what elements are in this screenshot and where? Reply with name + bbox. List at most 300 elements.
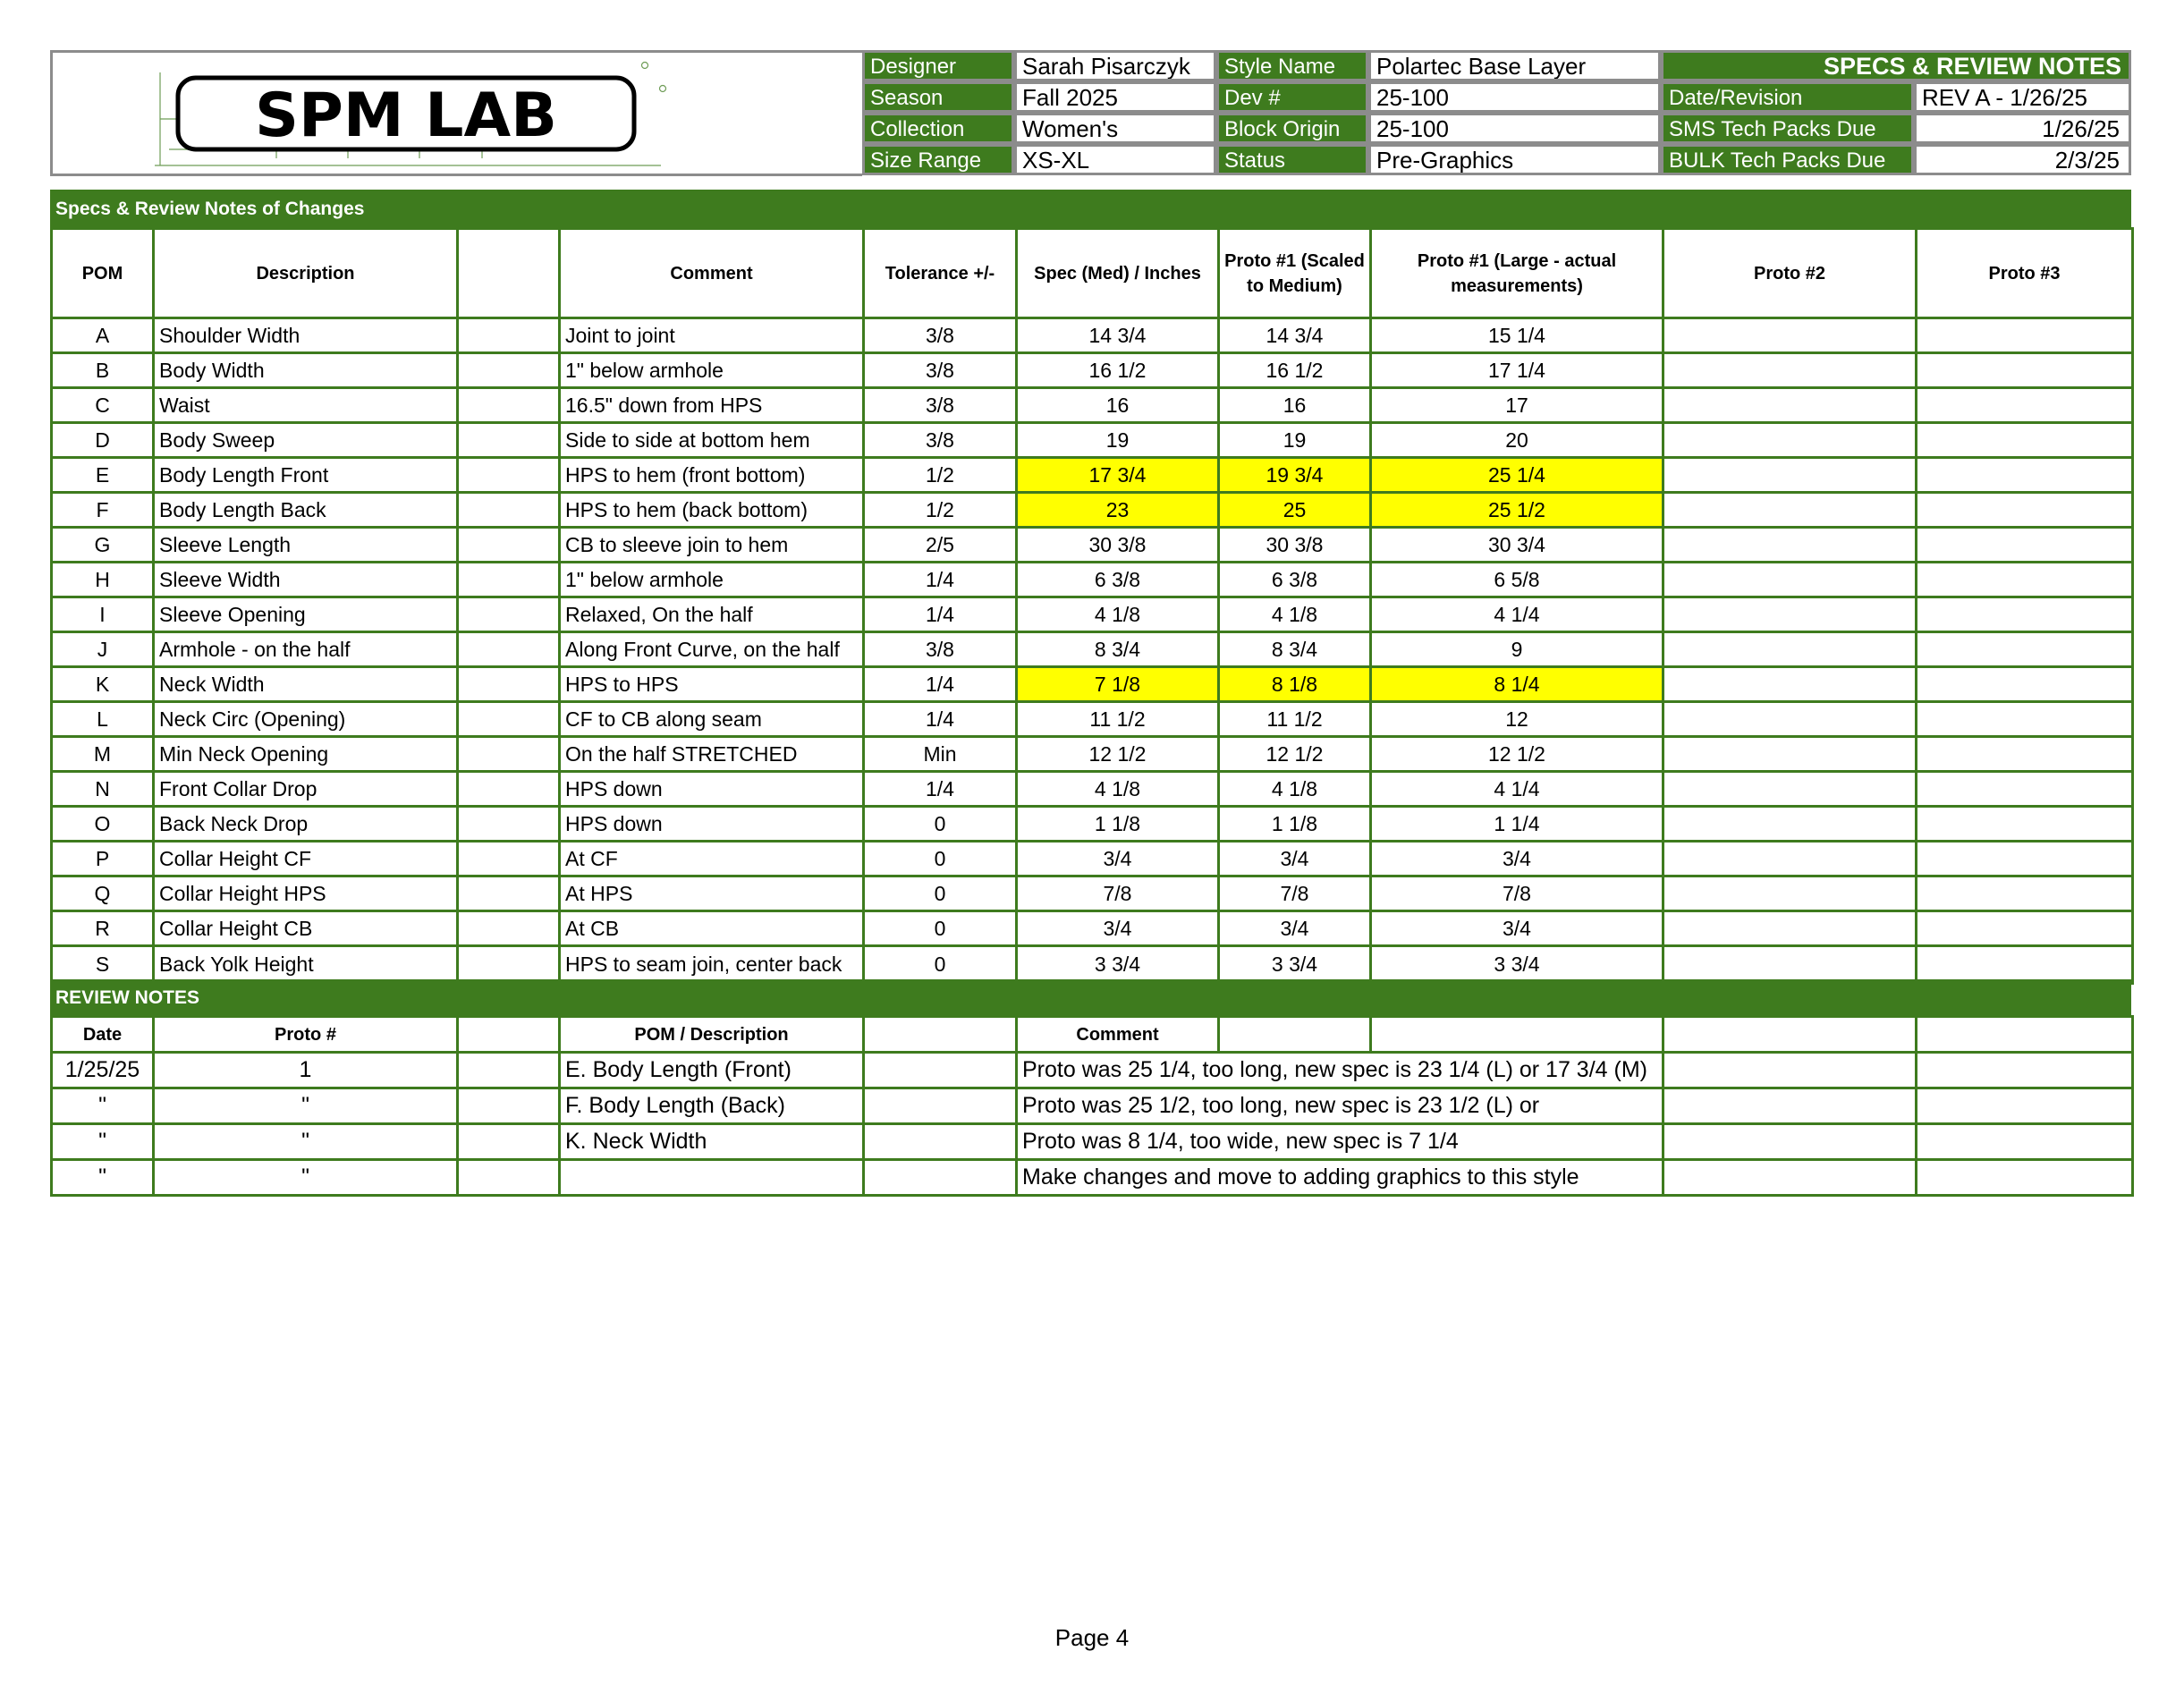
comment-cell: Relaxed, On the half — [560, 597, 864, 632]
spec-cell: 3/4 — [1017, 911, 1219, 946]
pom-cell: G — [52, 528, 154, 563]
proto3-cell — [1917, 946, 2133, 984]
col-pom: POM — [52, 229, 154, 318]
proto2-cell — [1663, 353, 1917, 388]
review-blank-cell — [1663, 1124, 1917, 1160]
proto1-scaled-cell: 3/4 — [1219, 842, 1371, 876]
spec-row — [52, 318, 2133, 353]
review-blank-cell — [864, 1160, 1017, 1196]
blank-cell — [458, 318, 560, 353]
review-date-cell: " — [52, 1088, 154, 1124]
spec-cell: 14 3/4 — [1017, 318, 1219, 353]
proto1-large-cell: 8 1/4 — [1371, 667, 1663, 702]
proto1-scaled-cell: 3 3/4 — [1219, 946, 1371, 984]
description-cell: Body Width — [154, 353, 458, 388]
proto3-cell — [1917, 528, 2133, 563]
proto1-scaled-cell: 1 1/8 — [1219, 807, 1371, 842]
comment-cell: HPS down — [560, 772, 864, 807]
spec-cell: 4 1/8 — [1017, 772, 1219, 807]
description-cell: Armhole - on the half — [154, 632, 458, 667]
col-proto3: Proto #3 — [1917, 229, 2133, 318]
review-col-blank5 — [1663, 1017, 1917, 1053]
review-comment-cell: Proto was 25 1/4, too long, new spec is 23 1/4 (L) or 17 3/4 (M) — [1017, 1053, 1663, 1088]
review-blank-cell — [458, 1124, 560, 1160]
col-proto1-scaled: Proto #1 (Scaled to Medium) — [1219, 229, 1371, 318]
season-label: Season — [862, 81, 1014, 113]
blank-cell — [458, 667, 560, 702]
collection-label: Collection — [862, 113, 1014, 144]
spec-table — [50, 227, 2134, 985]
proto3-cell — [1917, 737, 2133, 772]
review-pom-cell: E. Body Length (Front) — [560, 1053, 864, 1088]
proto3-cell — [1917, 807, 2133, 842]
spec-cell: 1 1/8 — [1017, 807, 1219, 842]
blank-cell — [458, 946, 560, 984]
blank-cell — [458, 458, 560, 493]
date-revision-value: REV A - 1/26/25 — [1914, 81, 2131, 113]
pom-cell: R — [52, 911, 154, 946]
header-info-grid — [862, 50, 2131, 176]
proto1-scaled-cell: 25 — [1219, 493, 1371, 528]
review-blank-cell — [1917, 1124, 2133, 1160]
description-cell: Sleeve Width — [154, 563, 458, 597]
description-cell: Collar Height CB — [154, 911, 458, 946]
proto3-cell — [1917, 876, 2133, 911]
spec-cell: 17 3/4 — [1017, 458, 1219, 493]
logo-box — [50, 50, 862, 176]
proto1-scaled-cell: 6 3/8 — [1219, 563, 1371, 597]
spm-lab-logo — [142, 60, 679, 174]
review-blank-cell — [458, 1160, 560, 1196]
blank-cell — [458, 632, 560, 667]
proto1-large-cell: 6 5/8 — [1371, 563, 1663, 597]
proto1-large-cell: 25 1/4 — [1371, 458, 1663, 493]
season-value: Fall 2025 — [1014, 81, 1216, 113]
comment-cell: 1" below armhole — [560, 353, 864, 388]
review-col-proto: Proto # — [154, 1017, 458, 1053]
spec-cell: 16 — [1017, 388, 1219, 423]
date-revision-label: Date/Revision — [1661, 81, 1914, 113]
tolerance-cell: 3/8 — [864, 388, 1017, 423]
logo-text: SPM LAB — [255, 80, 557, 151]
proto3-cell — [1917, 493, 2133, 528]
spec-row — [52, 807, 2133, 842]
pom-cell: F — [52, 493, 154, 528]
review-col-blank3 — [1219, 1017, 1371, 1053]
description-cell: Body Length Back — [154, 493, 458, 528]
spec-cell: 7/8 — [1017, 876, 1219, 911]
col-blank — [458, 229, 560, 318]
review-blank-cell — [458, 1053, 560, 1088]
comment-cell: At CB — [560, 911, 864, 946]
comment-cell: HPS to HPS — [560, 667, 864, 702]
review-blank-cell — [1663, 1160, 1917, 1196]
bulk-due-label: BULK Tech Packs Due — [1661, 144, 1914, 175]
proto1-large-cell: 3/4 — [1371, 911, 1663, 946]
proto3-cell — [1917, 667, 2133, 702]
review-blank-cell — [1663, 1053, 1917, 1088]
proto1-scaled-cell: 19 — [1219, 423, 1371, 458]
proto2-cell — [1663, 423, 1917, 458]
proto2-cell — [1663, 388, 1917, 423]
proto3-cell — [1917, 702, 2133, 737]
comment-cell: On the half STRETCHED — [560, 737, 864, 772]
pom-cell: P — [52, 842, 154, 876]
review-col-blank2 — [864, 1017, 1017, 1053]
proto1-large-cell: 4 1/4 — [1371, 597, 1663, 632]
tolerance-cell: 1/4 — [864, 597, 1017, 632]
style-name-label: Style Name — [1216, 50, 1368, 81]
pom-cell: O — [52, 807, 154, 842]
review-col-blank4 — [1371, 1017, 1663, 1053]
col-proto1-large: Proto #1 (Large - actual measurements) — [1371, 229, 1663, 318]
pom-cell: E — [52, 458, 154, 493]
proto2-cell — [1663, 807, 1917, 842]
blank-cell — [458, 772, 560, 807]
description-cell: Collar Height HPS — [154, 876, 458, 911]
spec-cell: 7 1/8 — [1017, 667, 1219, 702]
description-cell: Neck Circ (Opening) — [154, 702, 458, 737]
spec-row — [52, 632, 2133, 667]
col-tolerance: Tolerance +/- — [864, 229, 1017, 318]
spec-row — [52, 353, 2133, 388]
tolerance-cell: 3/8 — [864, 353, 1017, 388]
spec-cell: 4 1/8 — [1017, 597, 1219, 632]
proto3-cell — [1917, 632, 2133, 667]
proto1-large-cell: 3 3/4 — [1371, 946, 1663, 984]
pom-cell: S — [52, 946, 154, 984]
spec-cell: 30 3/8 — [1017, 528, 1219, 563]
tolerance-cell: 1/2 — [864, 458, 1017, 493]
tolerance-cell: 0 — [864, 807, 1017, 842]
pom-cell: B — [52, 353, 154, 388]
proto2-cell — [1663, 597, 1917, 632]
proto1-scaled-cell: 12 1/2 — [1219, 737, 1371, 772]
proto1-large-cell: 7/8 — [1371, 876, 1663, 911]
pom-cell: K — [52, 667, 154, 702]
tolerance-cell: 0 — [864, 946, 1017, 984]
col-proto2: Proto #2 — [1663, 229, 1917, 318]
proto1-scaled-cell: 8 1/8 — [1219, 667, 1371, 702]
size-range-label: Size Range — [862, 144, 1014, 175]
pom-cell: A — [52, 318, 154, 353]
pom-cell: H — [52, 563, 154, 597]
collection-value: Women's — [1014, 113, 1216, 144]
review-date-cell: " — [52, 1124, 154, 1160]
block-origin-label: Block Origin — [1216, 113, 1368, 144]
proto3-cell — [1917, 458, 2133, 493]
designer-value: Sarah Pisarczyk — [1014, 50, 1216, 81]
description-cell: Back Neck Drop — [154, 807, 458, 842]
proto1-scaled-cell: 7/8 — [1219, 876, 1371, 911]
proto1-large-cell: 30 3/4 — [1371, 528, 1663, 563]
spec-row — [52, 423, 2133, 458]
description-cell: Collar Height CF — [154, 842, 458, 876]
blank-cell — [458, 423, 560, 458]
description-cell: Shoulder Width — [154, 318, 458, 353]
proto3-cell — [1917, 563, 2133, 597]
proto2-cell — [1663, 842, 1917, 876]
comment-cell: 1" below armhole — [560, 563, 864, 597]
review-col-blank6 — [1917, 1017, 2133, 1053]
pom-cell: I — [52, 597, 154, 632]
proto2-cell — [1663, 946, 1917, 984]
header-block — [50, 50, 2131, 176]
spec-row — [52, 946, 2133, 984]
spec-cell: 16 1/2 — [1017, 353, 1219, 388]
review-col-comment: Comment — [1017, 1017, 1219, 1053]
review-pom-cell — [560, 1160, 864, 1196]
proto1-large-cell: 25 1/2 — [1371, 493, 1663, 528]
review-date-cell: " — [52, 1160, 154, 1196]
blank-cell — [458, 353, 560, 388]
col-spec-med: Spec (Med) / Inches — [1017, 229, 1219, 318]
blank-cell — [458, 911, 560, 946]
proto1-scaled-cell: 4 1/8 — [1219, 597, 1371, 632]
proto3-cell — [1917, 911, 2133, 946]
blank-cell — [458, 528, 560, 563]
tolerance-cell: 0 — [864, 911, 1017, 946]
comment-cell: Side to side at bottom hem — [560, 423, 864, 458]
proto3-cell — [1917, 353, 2133, 388]
review-col-blank — [458, 1017, 560, 1053]
spec-row — [52, 842, 2133, 876]
spec-row — [52, 876, 2133, 911]
proto3-cell — [1917, 388, 2133, 423]
spec-cell: 11 1/2 — [1017, 702, 1219, 737]
review-proto-cell: " — [154, 1160, 458, 1196]
pom-cell: D — [52, 423, 154, 458]
description-cell: Sleeve Length — [154, 528, 458, 563]
blank-cell — [458, 388, 560, 423]
spec-cell: 3/4 — [1017, 842, 1219, 876]
tolerance-cell: Min — [864, 737, 1017, 772]
proto2-cell — [1663, 876, 1917, 911]
review-table — [50, 1015, 2134, 1197]
description-cell: Waist — [154, 388, 458, 423]
review-proto-cell: " — [154, 1124, 458, 1160]
spec-cell: 6 3/8 — [1017, 563, 1219, 597]
review-pom-cell: K. Neck Width — [560, 1124, 864, 1160]
proto3-cell — [1917, 597, 2133, 632]
spec-row — [52, 493, 2133, 528]
proto2-cell — [1663, 632, 1917, 667]
comment-cell: HPS to seam join, center back — [560, 946, 864, 984]
tolerance-cell: 0 — [864, 876, 1017, 911]
spec-row — [52, 528, 2133, 563]
comment-cell: CF to CB along seam — [560, 702, 864, 737]
spec-row — [52, 597, 2133, 632]
comment-cell: Along Front Curve, on the half — [560, 632, 864, 667]
review-comment-cell: Make changes and move to adding graphics to this style — [1017, 1160, 1663, 1196]
sms-due-label: SMS Tech Packs Due — [1661, 113, 1914, 144]
description-cell: Back Yolk Height — [154, 946, 458, 984]
proto1-scaled-cell: 8 3/4 — [1219, 632, 1371, 667]
proto1-scaled-cell: 16 — [1219, 388, 1371, 423]
designer-label: Designer — [862, 50, 1014, 81]
proto1-large-cell: 17 1/4 — [1371, 353, 1663, 388]
review-proto-cell: " — [154, 1088, 458, 1124]
pom-cell: J — [52, 632, 154, 667]
proto1-scaled-cell: 30 3/8 — [1219, 528, 1371, 563]
review-blank-cell — [864, 1088, 1017, 1124]
proto2-cell — [1663, 318, 1917, 353]
dev-number-value: 25-100 — [1368, 81, 1661, 113]
review-col-date: Date — [52, 1017, 154, 1053]
blank-cell — [458, 597, 560, 632]
proto2-cell — [1663, 667, 1917, 702]
proto1-scaled-cell: 16 1/2 — [1219, 353, 1371, 388]
blank-cell — [458, 842, 560, 876]
review-comment-cell: Proto was 25 1/2, too long, new spec is 23 1/2 (L) or — [1017, 1088, 1663, 1124]
review-row — [52, 1088, 2133, 1124]
proto3-cell — [1917, 318, 2133, 353]
comment-cell: At CF — [560, 842, 864, 876]
spec-row — [52, 911, 2133, 946]
review-date-cell: 1/25/25 — [52, 1053, 154, 1088]
proto1-large-cell: 4 1/4 — [1371, 772, 1663, 807]
blank-cell — [458, 563, 560, 597]
proto2-cell — [1663, 772, 1917, 807]
specs-review-title: SPECS & REVIEW NOTES — [1661, 50, 2131, 81]
review-comment-cell: Proto was 8 1/4, too wide, new spec is 7 1/4 — [1017, 1124, 1663, 1160]
proto1-large-cell: 3/4 — [1371, 842, 1663, 876]
spec-header-row — [52, 229, 2133, 318]
proto1-scaled-cell: 11 1/2 — [1219, 702, 1371, 737]
spec-row — [52, 667, 2133, 702]
col-description: Description — [154, 229, 458, 318]
comment-cell: HPS down — [560, 807, 864, 842]
spec-cell: 3 3/4 — [1017, 946, 1219, 984]
page-number: Page 4 — [1054, 1624, 1130, 1651]
spec-row — [52, 563, 2133, 597]
blank-cell — [458, 807, 560, 842]
bulk-due-value: 2/3/25 — [1914, 144, 2131, 175]
proto1-large-cell: 1 1/4 — [1371, 807, 1663, 842]
proto2-cell — [1663, 493, 1917, 528]
blank-cell — [458, 702, 560, 737]
review-row — [52, 1160, 2133, 1196]
blank-cell — [458, 493, 560, 528]
proto1-scaled-cell: 3/4 — [1219, 911, 1371, 946]
proto2-cell — [1663, 911, 1917, 946]
tolerance-cell: 0 — [864, 842, 1017, 876]
tolerance-cell: 1/4 — [864, 563, 1017, 597]
review-blank-cell — [1917, 1160, 2133, 1196]
tolerance-cell: 3/8 — [864, 318, 1017, 353]
blank-cell — [458, 876, 560, 911]
tolerance-cell: 2/5 — [864, 528, 1017, 563]
specs-section-title: Specs & Review Notes of Changes — [50, 190, 2131, 229]
spec-cell: 8 3/4 — [1017, 632, 1219, 667]
proto1-large-cell: 12 1/2 — [1371, 737, 1663, 772]
spec-cell: 23 — [1017, 493, 1219, 528]
review-row — [52, 1053, 2133, 1088]
proto3-cell — [1917, 842, 2133, 876]
style-name-value: Polartec Base Layer — [1368, 50, 1661, 81]
review-pom-cell: F. Body Length (Back) — [560, 1088, 864, 1124]
description-cell: Neck Width — [154, 667, 458, 702]
proto3-cell — [1917, 772, 2133, 807]
pom-cell: L — [52, 702, 154, 737]
review-blank-cell — [864, 1053, 1017, 1088]
size-range-value: XS-XL — [1014, 144, 1216, 175]
tolerance-cell: 1/4 — [864, 772, 1017, 807]
proto1-large-cell: 20 — [1371, 423, 1663, 458]
spec-row — [52, 458, 2133, 493]
proto1-large-cell: 12 — [1371, 702, 1663, 737]
comment-cell: 16.5" down from HPS — [560, 388, 864, 423]
dev-number-label: Dev # — [1216, 81, 1368, 113]
pom-cell: M — [52, 737, 154, 772]
review-row — [52, 1124, 2133, 1160]
review-blank-cell — [1917, 1088, 2133, 1124]
spec-row — [52, 772, 2133, 807]
proto3-cell — [1917, 423, 2133, 458]
description-cell: Min Neck Opening — [154, 737, 458, 772]
comment-cell: Joint to joint — [560, 318, 864, 353]
proto2-cell — [1663, 563, 1917, 597]
comment-cell: CB to sleeve join to hem — [560, 528, 864, 563]
proto1-scaled-cell: 4 1/8 — [1219, 772, 1371, 807]
description-cell: Sleeve Opening — [154, 597, 458, 632]
review-blank-cell — [458, 1088, 560, 1124]
block-origin-value: 25-100 — [1368, 113, 1661, 144]
proto2-cell — [1663, 458, 1917, 493]
review-blank-cell — [1663, 1088, 1917, 1124]
proto1-large-cell: 17 — [1371, 388, 1663, 423]
status-value: Pre-Graphics — [1368, 144, 1661, 175]
tolerance-cell: 3/8 — [864, 632, 1017, 667]
description-cell: Body Sweep — [154, 423, 458, 458]
spec-cell: 19 — [1017, 423, 1219, 458]
pom-cell: C — [52, 388, 154, 423]
pom-cell: N — [52, 772, 154, 807]
review-proto-cell: 1 — [154, 1053, 458, 1088]
sms-due-value: 1/26/25 — [1914, 113, 2131, 144]
status-label: Status — [1216, 144, 1368, 175]
proto1-large-cell: 15 1/4 — [1371, 318, 1663, 353]
proto2-cell — [1663, 702, 1917, 737]
review-blank-cell — [864, 1124, 1017, 1160]
proto1-scaled-cell: 19 3/4 — [1219, 458, 1371, 493]
description-cell: Front Collar Drop — [154, 772, 458, 807]
review-header-row — [52, 1017, 2133, 1053]
comment-cell: At HPS — [560, 876, 864, 911]
proto1-scaled-cell: 14 3/4 — [1219, 318, 1371, 353]
comment-cell: HPS to hem (front bottom) — [560, 458, 864, 493]
proto1-large-cell: 9 — [1371, 632, 1663, 667]
col-comment: Comment — [560, 229, 864, 318]
review-col-pom: POM / Description — [560, 1017, 864, 1053]
tolerance-cell: 1/2 — [864, 493, 1017, 528]
blank-cell — [458, 737, 560, 772]
spec-row — [52, 388, 2133, 423]
review-section-title: REVIEW NOTES — [50, 979, 2131, 1017]
comment-cell: HPS to hem (back bottom) — [560, 493, 864, 528]
spec-row — [52, 737, 2133, 772]
description-cell: Body Length Front — [154, 458, 458, 493]
tolerance-cell: 1/4 — [864, 702, 1017, 737]
spec-row — [52, 702, 2133, 737]
tolerance-cell: 3/8 — [864, 423, 1017, 458]
proto2-cell — [1663, 737, 1917, 772]
tolerance-cell: 1/4 — [864, 667, 1017, 702]
pom-cell: Q — [52, 876, 154, 911]
review-blank-cell — [1917, 1053, 2133, 1088]
spec-cell: 12 1/2 — [1017, 737, 1219, 772]
proto2-cell — [1663, 528, 1917, 563]
